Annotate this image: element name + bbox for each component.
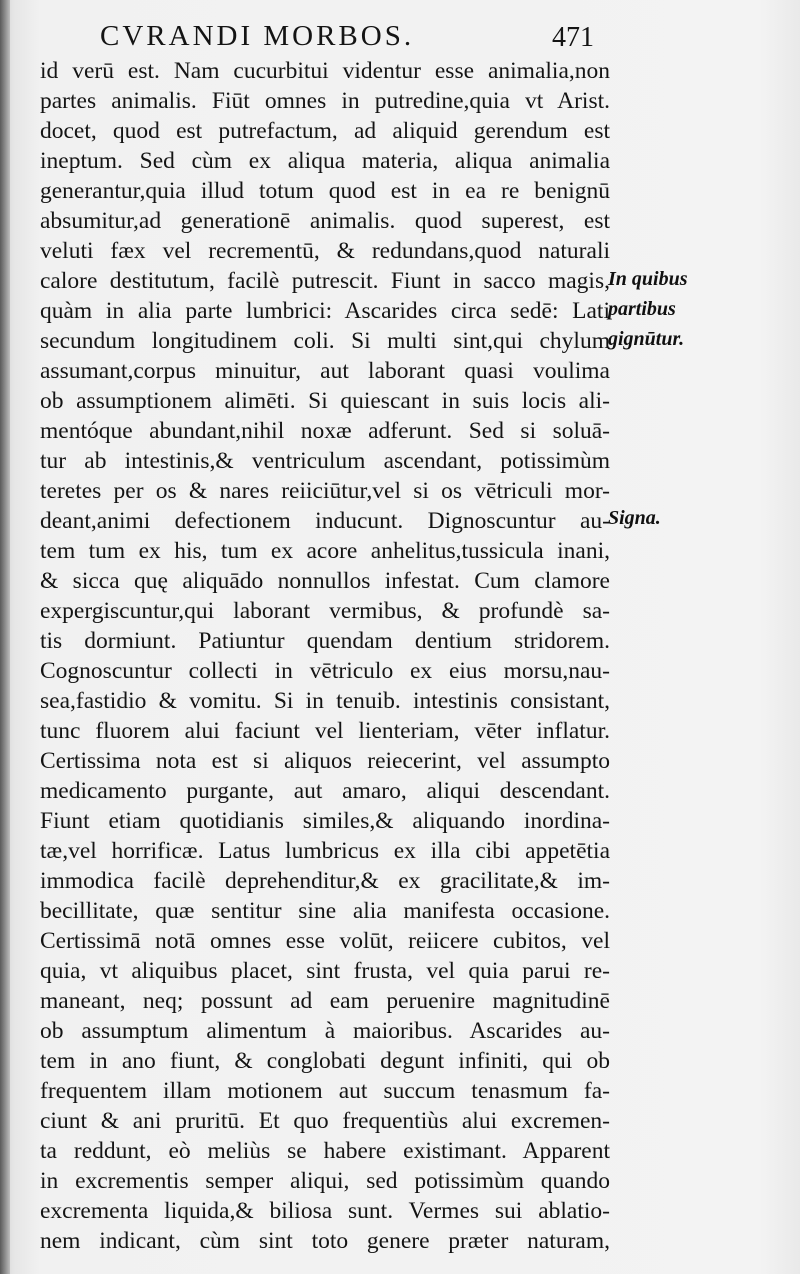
text-line: Certissimā notā omnes esse volūt, reiicere cubitos, vel <box>40 928 610 954</box>
text-line: secundum longitudinem coli. Si multi sint,qui chylum <box>40 328 610 354</box>
text-line: mentóque abundant,nihil noxæ adferunt. Sed si soluā- <box>40 418 610 444</box>
text-line: in excrementis semper aliqui, sed potissimùm quando <box>40 1168 610 1194</box>
text-line: ob assumptionem alimēti. Si quiescant in suis locis ali- <box>40 388 610 414</box>
text-line: frequentem illam motionem aut succum tenasmum fa- <box>40 1078 610 1104</box>
marginal-note: gignūtur. <box>608 328 685 350</box>
text-line: expergiscuntur,qui laborant vermibus, & profundè sa- <box>40 598 610 624</box>
text-line: assumant,corpus minuitur, aut laborant quasi voulima <box>40 358 610 384</box>
marginal-note: In quibus <box>608 268 688 290</box>
text-line: teretes per os & nares reiiciūtur,vel si os vētriculi mor- <box>40 478 610 504</box>
text-line: medicamento purgante, aut amaro, aliqui descendant. <box>40 778 610 804</box>
text-line: nem indicant, cùm sint toto genere præter naturam, <box>40 1228 610 1254</box>
text-line: partes animalis. Fiūt omnes in putredine,quia vt Arist. <box>40 88 610 114</box>
text-line: sea,fastidio & vomitu. Si in tenuib. intestinis consistant, <box>40 688 610 714</box>
text-line: Fiunt etiam quotidianis similes,& aliquando inordina- <box>40 808 610 834</box>
text-line: quia, vt aliquibus placet, sint frusta, vel quia parui re- <box>40 958 610 984</box>
text-line: tem in ano fiunt, & conglobati degunt infiniti, qui ob <box>40 1048 610 1074</box>
text-line: id verū est. Nam cucurbitui videntur esse animalia,non <box>40 58 610 84</box>
running-head: CVRANDI MORBOS. <box>100 20 415 52</box>
page-number: 471 <box>552 22 594 53</box>
text-line: tunc fluorem alui faciunt vel lienteriam, vēter inflatur. <box>40 718 610 744</box>
text-line: Cognoscuntur collecti in vētriculo ex eius morsu,nau- <box>40 658 610 684</box>
text-line: ciunt & ani pruritū. Et quo frequentiùs alui excremen- <box>40 1108 610 1134</box>
text-line: tis dormiunt. Patiuntur quendam dentium stridorem. <box>40 628 610 654</box>
text-line: ta reddunt, eò meliùs se habere existimant. Apparent <box>40 1138 610 1164</box>
text-line: maneant, neq; possunt ad eam peruenire magnitudinē <box>40 988 610 1014</box>
text-line: absumitur,ad generationē animalis. quod superest, est <box>40 208 610 234</box>
page-header <box>0 20 800 60</box>
text-line: becillitate, quæ sentitur sine alia manifesta occasione. <box>40 898 610 924</box>
text-line: veluti fæx vel recrementū, & redundans,quod naturali <box>40 238 610 264</box>
text-line: ob assumptum alimentum à maioribus. Ascarides au- <box>40 1018 610 1044</box>
text-line: generantur,quia illud totum quod est in ea re benignū <box>40 178 610 204</box>
text-line: tæ,vel horrificæ. Latus lumbricus ex illa cibi appetētia <box>40 838 610 864</box>
text-line: ineptum. Sed cùm ex aliqua materia, aliqua animalia <box>40 148 610 174</box>
text-line: docet, quod est putrefactum, ad aliquid gerendum est <box>40 118 610 144</box>
text-line: & sicca quę aliquādo nonnullos infestat. Cum clamore <box>40 568 610 594</box>
text-line: quàm in alia parte lumbrici: Ascarides circa sedē: Lati <box>40 298 610 324</box>
text-line: deant,animi defectionem inducunt. Dignoscuntur au- <box>40 508 610 534</box>
text-line: tem tum ex his, tum ex acore anhelitus,tussicula inani, <box>40 538 610 564</box>
text-line: immodica facilè deprehenditur,& ex gracilitate,& im- <box>40 868 610 894</box>
marginal-note: Signa. <box>608 507 661 529</box>
text-line: tur ab intestinis,& ventriculum ascendant, potissimùm <box>40 448 610 474</box>
text-line: excrementa liquida,& biliosa sunt. Vermes sui ablatio- <box>40 1198 610 1224</box>
text-line: Certissima nota est si aliquos reiecerint, vel assumpto <box>40 748 610 774</box>
marginal-note: partibus <box>608 298 676 320</box>
text-line: calore destitutum, facilè putrescit. Fiunt in sacco magis, <box>40 268 610 294</box>
